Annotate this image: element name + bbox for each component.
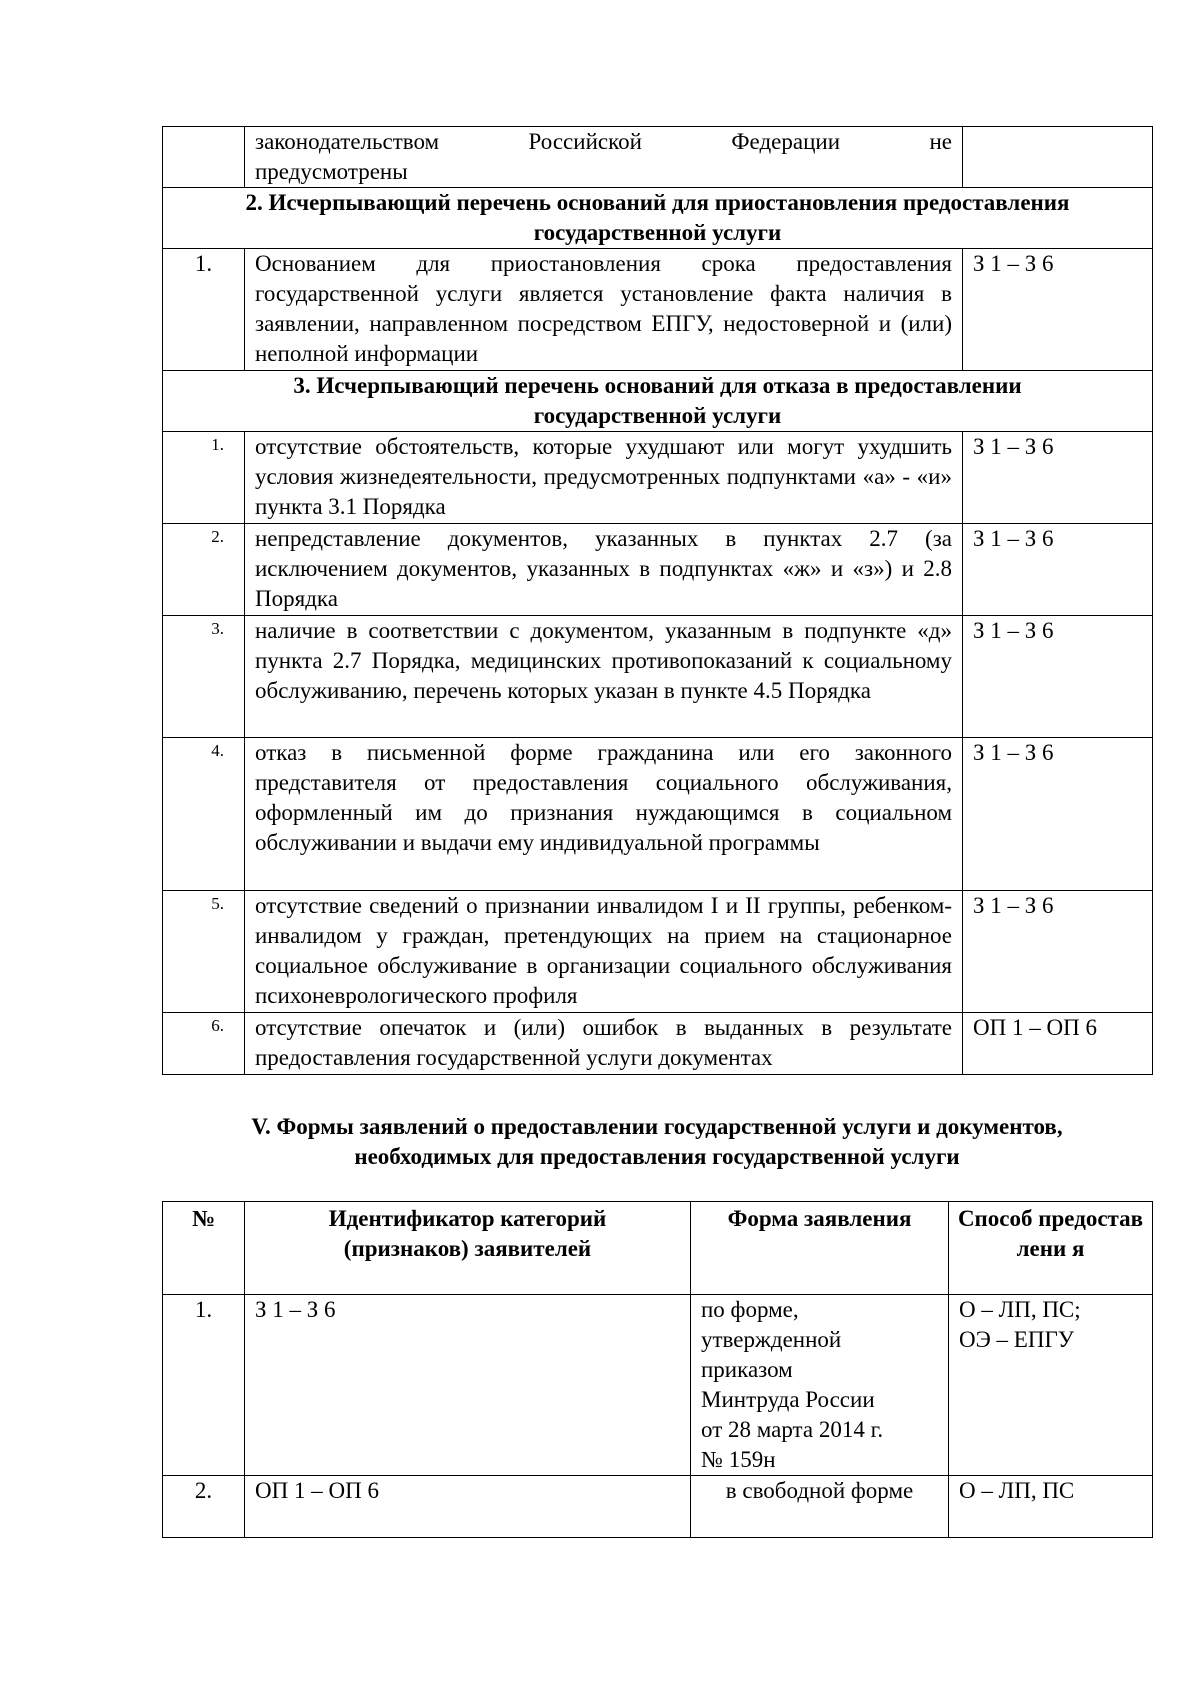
row-text: отсутствие обстоятельств, которые ухудшают или могут ухудшить условия жизнедеятельности, предусмотренных подпунктами «а» - «и» пункта 3.1 Порядка xyxy=(245,432,963,524)
row-number: 2. xyxy=(163,524,245,616)
table-row xyxy=(163,616,1153,738)
row-code: З 1 – З 6 xyxy=(963,524,1153,616)
table-row xyxy=(163,127,1153,188)
method-line: О – ЛП, ПС xyxy=(959,1478,1075,1503)
method-line: О – ЛП, ПС; xyxy=(959,1297,1081,1322)
row-code-cell xyxy=(963,127,1153,188)
header-method: Способ предоставлени я xyxy=(949,1202,1153,1295)
row-text-cell xyxy=(245,127,963,188)
row-number: 1. xyxy=(163,249,245,371)
row-code: ОП 1 – ОП 6 xyxy=(963,1013,1153,1075)
section-header-row xyxy=(163,188,1153,249)
row-method xyxy=(949,1295,1153,1476)
text-word: Федерации xyxy=(731,129,840,154)
row-form: по форме, утвержденной приказом Минтруда России от 28 марта 2014 г. № 159н xyxy=(691,1295,949,1476)
table-row xyxy=(163,891,1153,1013)
header-identifier: Идентификатор категорий (признаков) заявителей xyxy=(245,1202,691,1295)
table-row xyxy=(163,1013,1153,1075)
table-row xyxy=(163,1295,1153,1476)
grounds-table xyxy=(162,126,1153,1075)
header-row xyxy=(163,1202,1153,1295)
row-identifier: З 1 – З 6 xyxy=(245,1295,691,1476)
row-text: Основанием для приостановления срока предоставления государственной услуги является установление факта наличия в заявлении, направленном посредством ЕПГУ, недостоверной и (или) неполной информации xyxy=(245,249,963,371)
section-5-title: V. Формы заявлений о предоставлении государственной услуги и документов, необходимых для предоставления государственной услуги xyxy=(251,1114,1063,1169)
row-number: 4. xyxy=(163,738,245,891)
section-3-title: 3. Исчерпывающий перечень оснований для отказа в предоставлении государственной услуги xyxy=(163,371,1153,432)
row-number: 5. xyxy=(163,891,245,1013)
row-identifier: ОП 1 – ОП 6 xyxy=(245,1476,691,1538)
header-num: № xyxy=(163,1202,245,1295)
row-number: 3. xyxy=(163,616,245,738)
row-code: З 1 – З 6 xyxy=(963,249,1153,371)
table-row xyxy=(163,524,1153,616)
row-method xyxy=(949,1476,1153,1538)
row-text: наличие в соответствии с документом, указанным в подпункте «д» пункта 2.7 Порядка, медицинских противопоказаний к социальному обслуживанию, перечень которых указан в пункте 4.5 Порядка xyxy=(245,616,963,738)
table-row xyxy=(163,249,1153,371)
section-2-title: 2. Исчерпывающий перечень оснований для приостановления предоставления государственной услуги xyxy=(163,188,1153,249)
row-code: З 1 – З 6 xyxy=(963,432,1153,524)
row-text: отсутствие сведений о признании инвалидом I и II группы, ребенком-инвалидом у граждан, претендующих на прием на стационарное социальное обслуживание в организации социального обслуживания психоневрологического профиля xyxy=(245,891,963,1013)
section-header-row xyxy=(163,371,1153,432)
text-word: не xyxy=(929,129,952,154)
text-word: законодательством xyxy=(255,129,440,154)
row-text: непредставление документов, указанных в пунктах 2.7 (за исключением документов, указанных в подпунктах «ж» и «з») и 2.8 Порядка xyxy=(245,524,963,616)
row-text: отсутствие опечаток и (или) ошибок в выданных в результате предоставления государственной услуги документах xyxy=(245,1013,963,1075)
row-code: З 1 – З 6 xyxy=(963,891,1153,1013)
method-line: ОЭ – ЕПГУ xyxy=(959,1327,1075,1352)
row-number: 1. xyxy=(163,432,245,524)
row-text: отказ в письменной форме гражданина или его законного представителя от предоставления социального обслуживания, оформленный им до признания нуждающимся в социальном обслуживании и выдачи ему индивидуальной программы xyxy=(245,738,963,891)
row-number: 6. xyxy=(163,1013,245,1075)
row-form: в свободной форме xyxy=(691,1476,949,1538)
table-row xyxy=(163,432,1153,524)
row-code: З 1 – З 6 xyxy=(963,616,1153,738)
forms-table xyxy=(162,1201,1153,1538)
text-line: предусмотрены xyxy=(255,159,408,184)
header-form: Форма заявления xyxy=(691,1202,949,1295)
table-row xyxy=(163,1476,1153,1538)
text-word: Российской xyxy=(528,129,642,154)
row-number-cell xyxy=(163,127,245,188)
row-number: 2. xyxy=(163,1476,245,1538)
row-code: З 1 – З 6 xyxy=(963,738,1153,891)
table-row xyxy=(163,738,1153,891)
row-number: 1. xyxy=(163,1295,245,1476)
